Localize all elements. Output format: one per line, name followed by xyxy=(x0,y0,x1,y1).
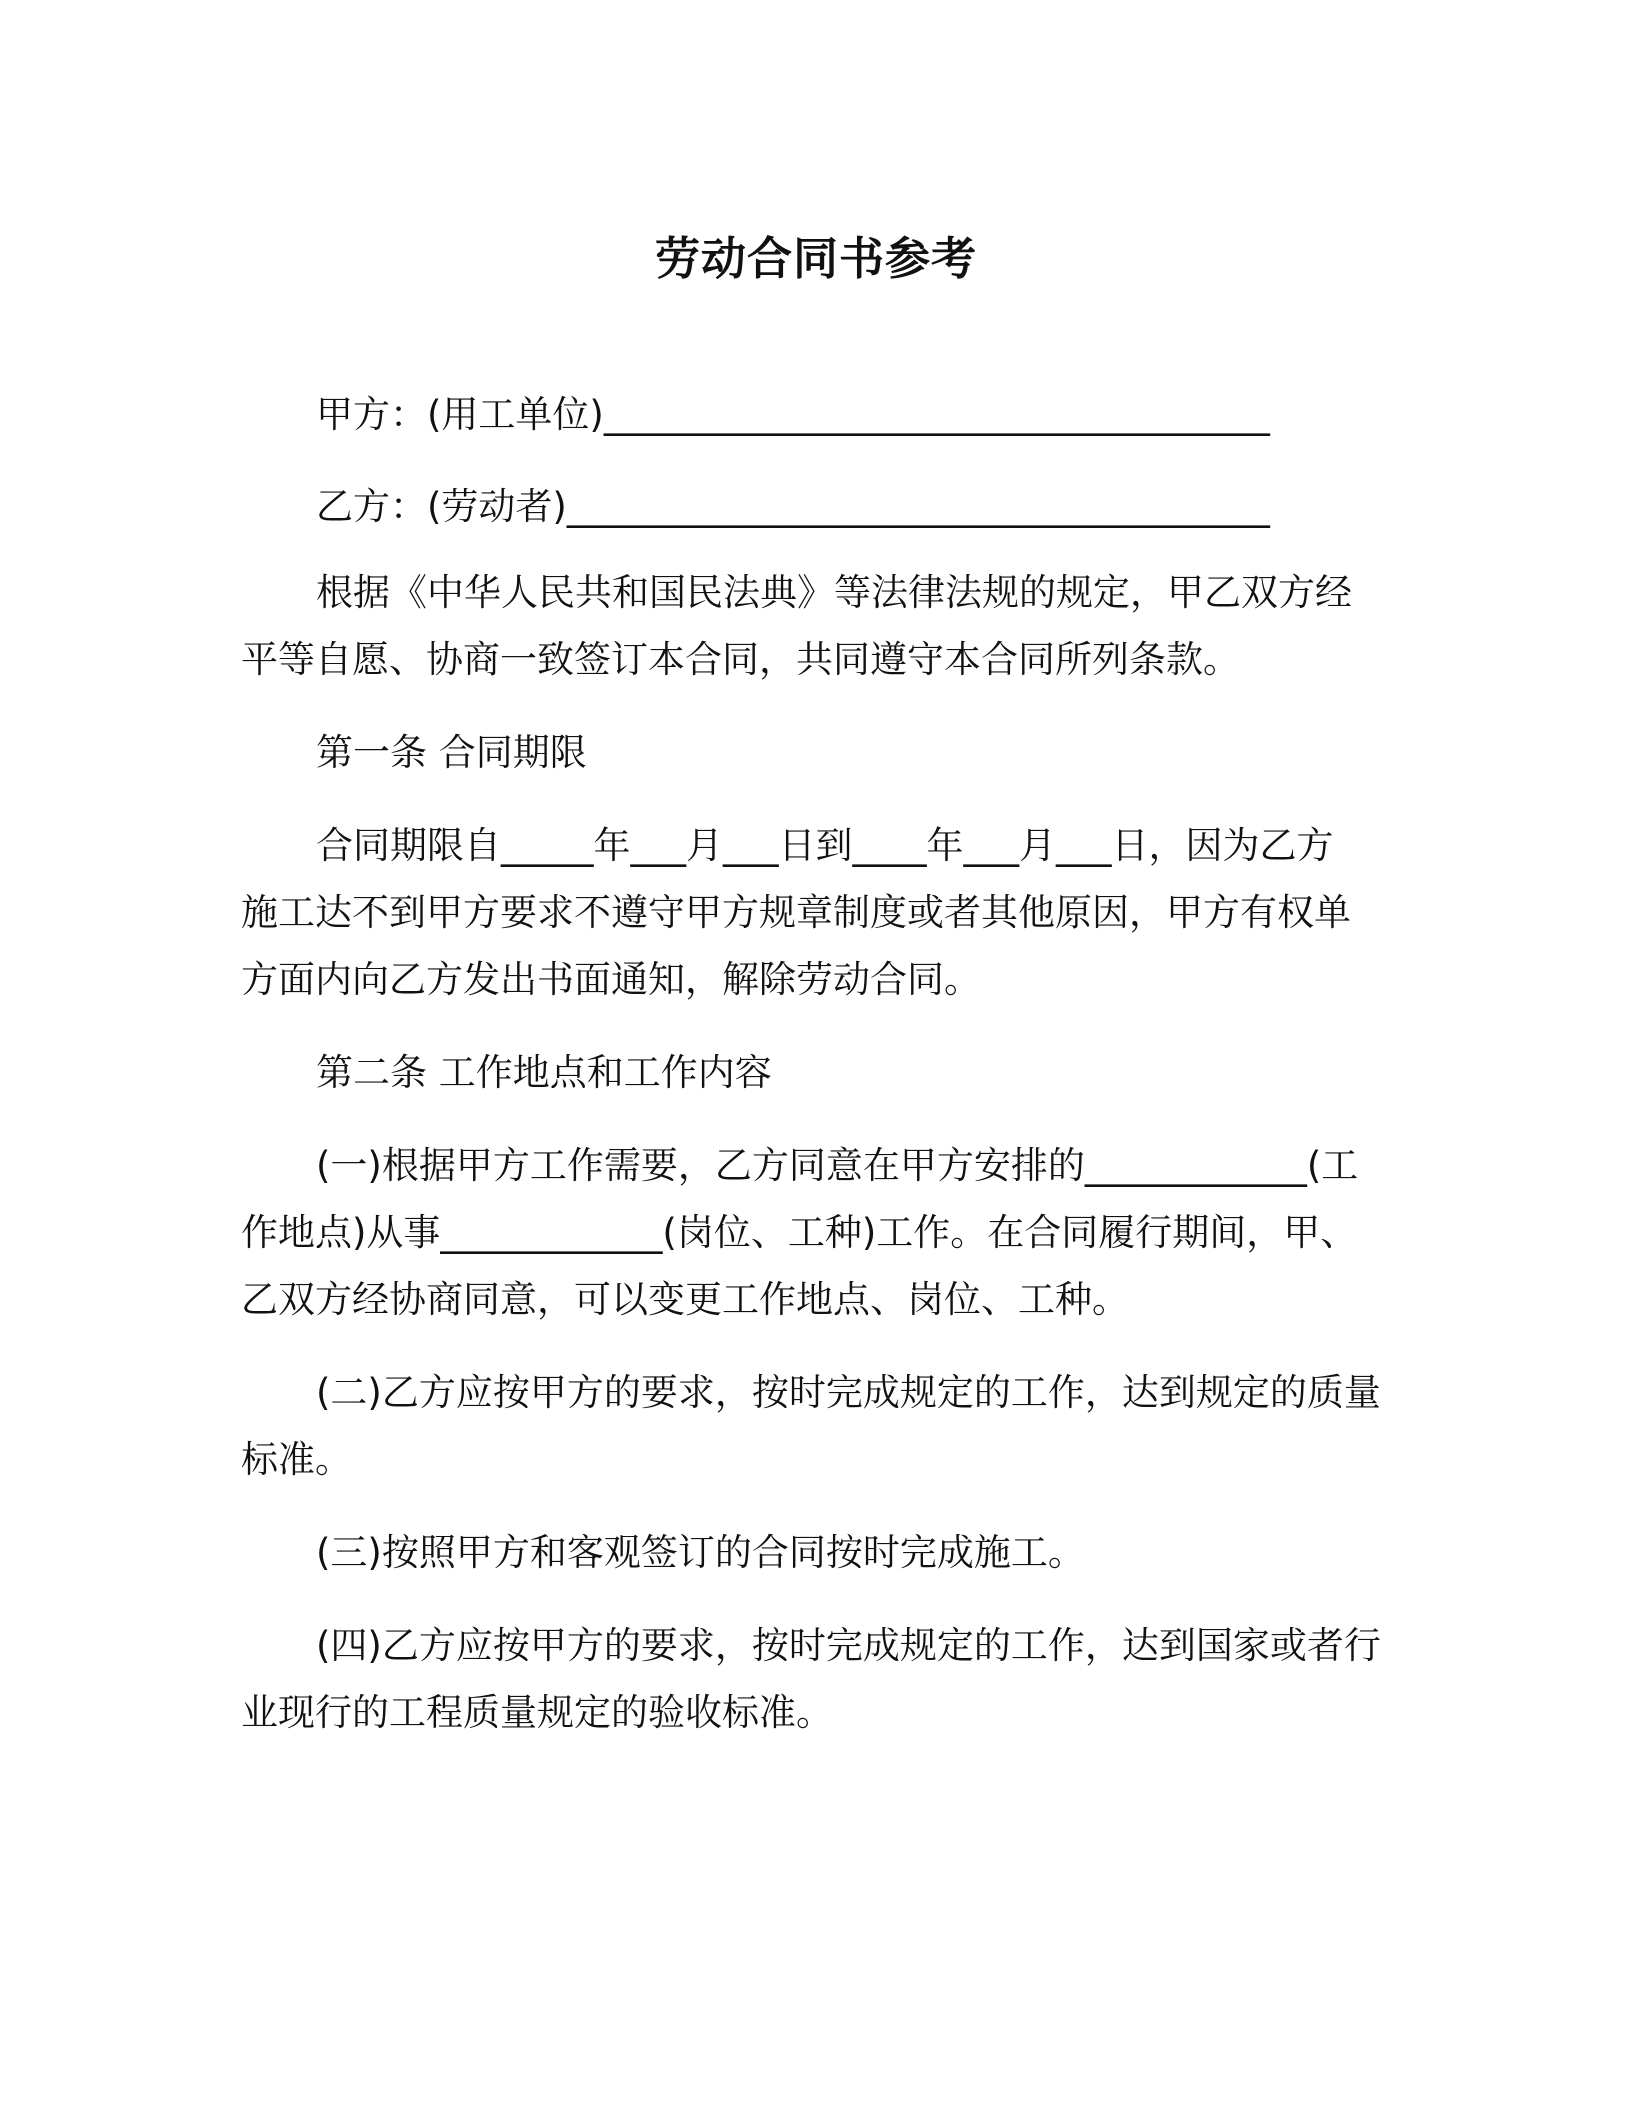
party-a-line xyxy=(241,381,1401,448)
article2-item2-line-1: (二)乙方应按甲方的要求，按时完成规定的工作，达到规定的质量 xyxy=(316,1371,1381,1414)
party-a-label: 甲方：(用工单位) xyxy=(316,393,604,436)
article2-item3-line-1: (三)按照甲方和客观签订的合同按时完成施工。 xyxy=(316,1531,1085,1574)
article1-line-3: 方面内向乙方发出书面通知，解除劳动合同。 xyxy=(241,958,981,1001)
article2-item4-line-1: (四)乙方应按甲方的要求，按时完成规定的工作，达到国家或者行 xyxy=(316,1624,1381,1667)
party-b-line xyxy=(241,473,1401,540)
article1-heading: 第一条 合同期限 xyxy=(316,731,587,774)
preamble-line-1: 根据《中华人民共和国民法典》等法律法规的规定，甲乙双方经 xyxy=(316,571,1352,614)
article2-item1-line-3: 乙双方经协商同意，可以变更工作地点、岗位、工种。 xyxy=(241,1278,1129,1321)
preamble-line-2: 平等自愿、协商一致签订本合同，共同遵守本合同所列条款。 xyxy=(241,638,1240,681)
party-b-label: 乙方：(劳动者) xyxy=(316,485,567,528)
article1-line-2: 施工达不到甲方要求不遵守甲方规章制度或者其他原因，甲方有权单 xyxy=(241,891,1351,934)
party-b-blank: ______________________________________ xyxy=(566,485,1270,528)
party-a-blank: ____________________________________ xyxy=(603,393,1270,436)
article2-item2-line-2: 标准。 xyxy=(241,1438,352,1481)
article2-heading: 第二条 工作地点和工作内容 xyxy=(316,1051,772,1094)
article2-item4-line-2: 业现行的工程质量规定的验收标准。 xyxy=(241,1691,833,1734)
article1-line-1: 合同期限自_____年___月___日到____年___月___日，因为乙方 xyxy=(316,824,1334,867)
article2-item1-line-1: (一)根据甲方工作需要，乙方同意在甲方安排的____________(工 xyxy=(316,1144,1359,1187)
document-title: 劳动合同书参考 xyxy=(654,232,977,285)
article2-item1-line-2: 作地点)从事____________(岗位、工种)工作。在合同履行期间，甲、 xyxy=(241,1211,1358,1254)
